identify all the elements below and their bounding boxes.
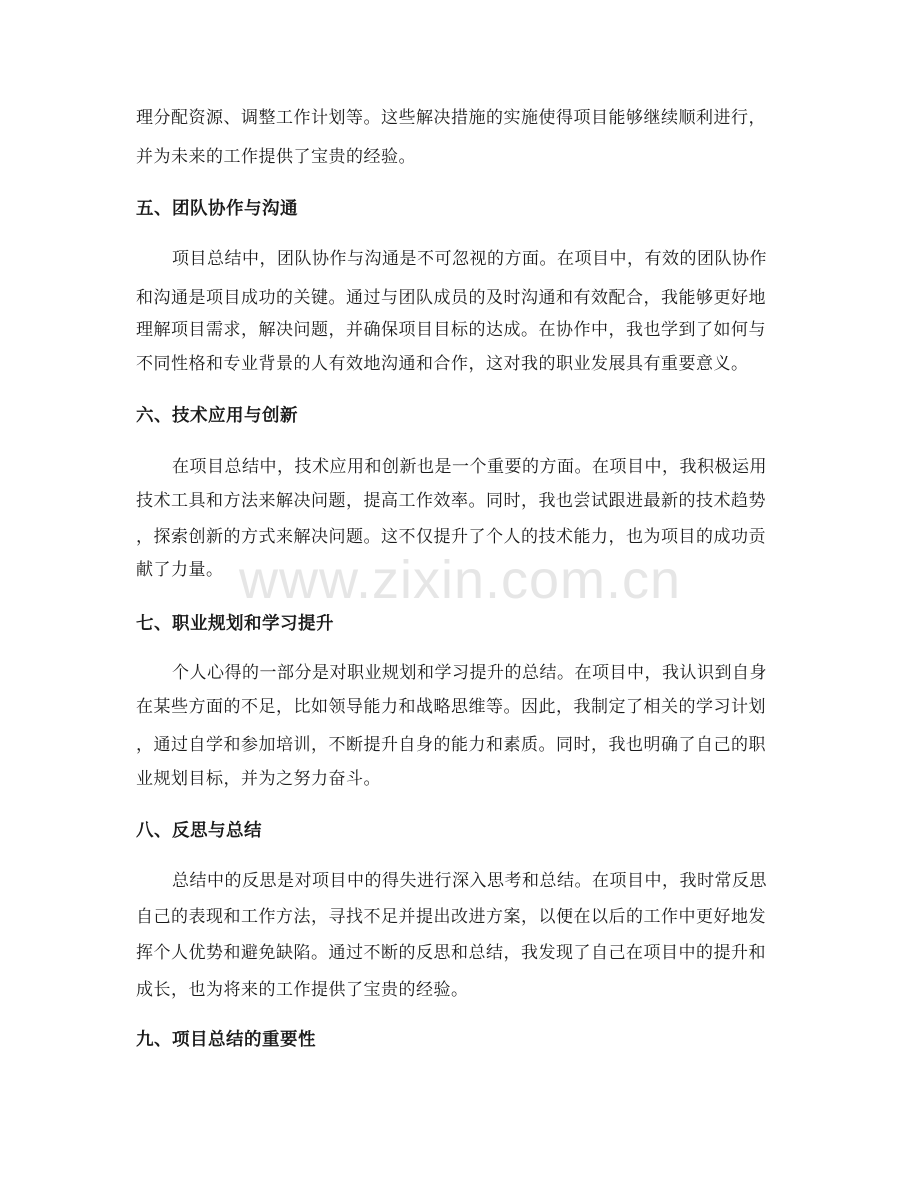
paragraph-line: 和沟通是项目成功的关键。通过与团队成员的及时沟通和有效配合，我能够更好地 [136, 288, 766, 308]
paragraph-line: 项目总结中，团队协作与沟通是不可忽视的方面。在项目中，有效的团队协作 [172, 249, 767, 269]
paragraph-line: 自己的表现和工作方法，寻找不足并提出改进方案，以便在以后的工作中更好地发 [136, 907, 766, 927]
section-heading: 八、反思与总结 [136, 821, 262, 841]
section-heading: 九、项目总结的重要性 [136, 1030, 316, 1050]
paragraph-line: ，探索创新的方式来解决问题。这不仅提升了个人的技术能力，也为项目的成功贡 [136, 527, 766, 547]
paragraph-line: 成长，也为将来的工作提供了宝贵的经验。 [136, 980, 469, 1000]
paragraph-line: 理解项目需求，解决问题，并确保项目目标的达成。在协作中，我也学到了如何与 [136, 320, 766, 340]
section-heading: 五、团队协作与沟通 [136, 199, 298, 219]
section-heading: 七、职业规划和学习提升 [136, 614, 334, 634]
paragraph-line: 技术工具和方法来解决问题，提高工作效率。同时，我也尝试跟进最新的技术趋势 [136, 491, 766, 511]
paragraph-line: ，通过自学和参加培训，不断提升自身的能力和素质。同时，我也明确了自己的职 [136, 735, 766, 755]
paragraph-line: 个人心得的一部分是对职业规划和学习提升的总结。在项目中，我认识到自身 [172, 663, 767, 683]
paragraph-line: 业规划目标，并为之努力奋斗。 [136, 769, 381, 789]
paragraph-line: 不同性格和专业背景的人有效地沟通和合作，这对我的职业发展具有重要意义。 [136, 354, 749, 374]
section-heading: 六、技术应用与创新 [136, 406, 298, 426]
paragraph-line: 献了力量。 [136, 560, 224, 580]
intro-line: 理分配资源、调整工作计划等。这些解决措施的实施使得项目能够继续顺利进行， [136, 108, 766, 128]
watermark: www.zixin.com.cn [238, 550, 682, 610]
paragraph-line: 总结中的反思是对项目中的得失进行深入思考和总结。在项目中，我时常反思 [172, 871, 767, 891]
paragraph-line: 挥个人优势和避免缺陷。通过不断的反思和总结，我发现了自己在项目中的提升和 [136, 943, 766, 963]
paragraph-line: 在项目总结中，技术应用和创新也是一个重要的方面。在项目中，我积极运用 [172, 457, 767, 477]
intro-line: 并为未来的工作提供了宝贵的经验。 [136, 147, 416, 167]
paragraph-line: 在某些方面的不足，比如领导能力和战略思维等。因此，我制定了相关的学习计划 [136, 697, 766, 717]
